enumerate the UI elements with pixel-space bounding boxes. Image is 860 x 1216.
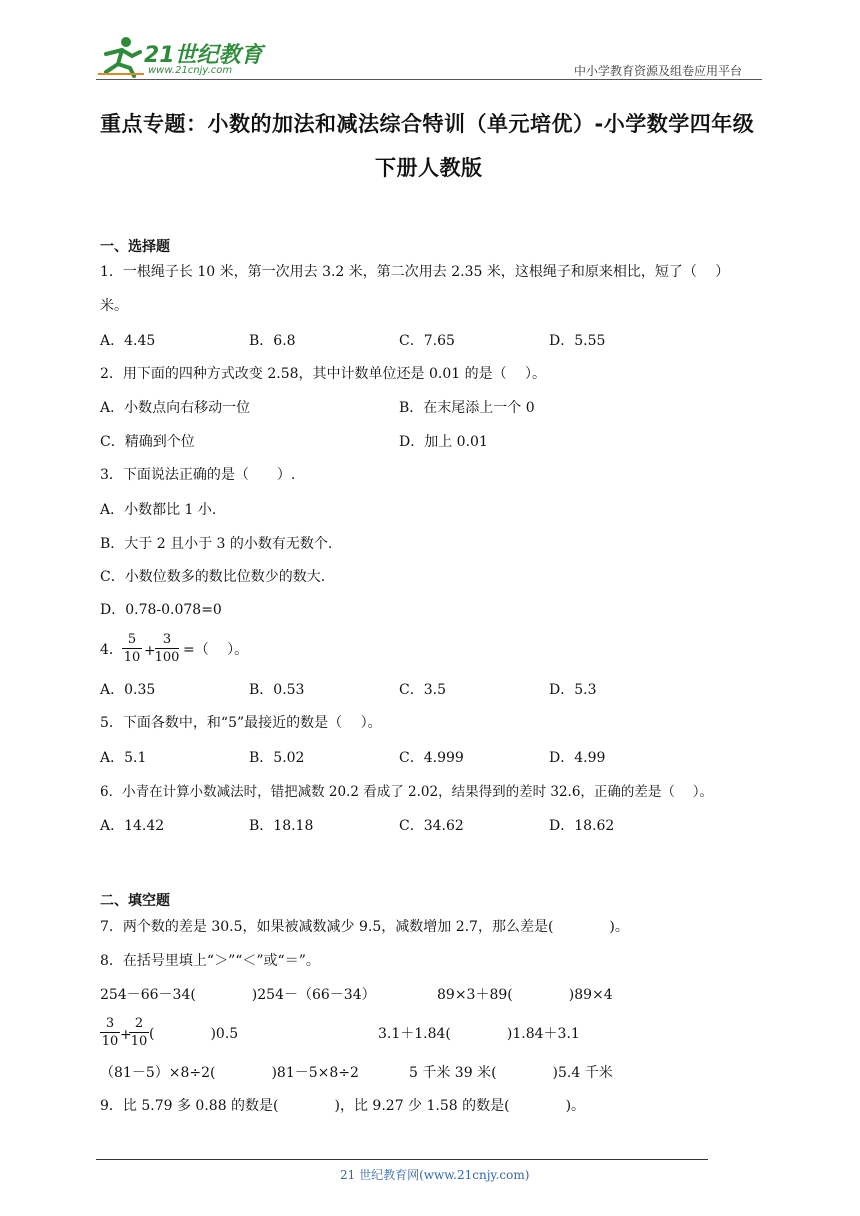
q4-plus: + [144,643,156,659]
q7-stem: 7．两个数的差是 30.5，如果被减数减少 9.5，减数增加 2.7，那么差是( )。 [100,919,629,935]
q5-option-c: C．4.999 [399,750,464,766]
q3-option-a: A．小数都比 1 小. [100,502,217,518]
page-title-line2: 下册人教版 [375,156,483,180]
q1-option-b: B．6.8 [249,333,296,349]
q1-option-c: C．7.65 [399,333,455,349]
fraction-denominator: 10 [101,1034,119,1049]
fraction-denominator: 10 [130,1034,148,1049]
q6-stem: 6．小青在计算小数减法时，错把减数 20.2 看成了 2.02，结果得到的差时 32.6，正确的差是（ ）。 [100,784,713,800]
fraction-bar [129,1032,149,1033]
q8-row3-left: （81－5）×8÷2( )81－5×8÷2 [100,1065,359,1081]
fraction-bar [122,648,142,649]
q8-row1-left: 254－66－34( )254－（66－34） [100,987,376,1003]
q4-option-d: D．5.3 [549,682,597,698]
fraction-denominator: 100 [154,650,180,665]
q6-option-c: C．34.62 [399,818,464,834]
fraction-numerator: 3 [105,1016,115,1031]
fraction-numerator: 3 [162,632,172,647]
q8-row2-left-tail: ( )0.5 [149,1026,239,1042]
q4-tail: =（ ）。 [183,642,249,658]
page-title-line1: 重点专题：小数的加法和减法综合特训（单元培优）-小学数学四年级 [100,112,755,136]
q4-option-a: A．0.35 [100,682,156,698]
q6-option-a: A．14.42 [100,818,165,834]
q1-line1: 1．一根绳子长 10 米，第一次用去 3.2 米，第二次用去 2.35 米，这根绳子和原来相比，短了（ ） [100,264,730,280]
fraction-bar [100,1032,120,1033]
q1-option-a: A．4.45 [100,333,156,349]
q9-stem: 9．比 5.79 多 0.88 的数是( )，比 9.27 少 1.58 的数是( )。 [100,1098,586,1114]
q8-row2-right: 3.1＋1.84( )1.84＋3.1 [378,1026,580,1042]
header-logo [96,34,263,80]
q8-row1-right: 89×3＋89( )89×4 [437,987,613,1003]
q4-fraction-1 [122,632,142,665]
q8-row3-right: 5 千米 39 米( )5.4 千米 [409,1065,613,1081]
q2-option-d: D．加上 0.01 [399,434,488,450]
q1-line2: 米。 [100,298,128,314]
q8-fraction-2 [129,1016,149,1049]
q2-option-b: B．在末尾添上一个 0 [399,400,535,416]
footer-text: 21 世纪教育网(www.21cnjy.com) [340,1168,530,1182]
fraction-denominator: 10 [123,650,141,665]
header-right-text: 中小学教育资源及组卷应用平台 [574,64,743,78]
q3-stem: 3．下面说法正确的是（ ）. [100,467,296,483]
q5-option-a: A．5.1 [100,750,147,766]
runner-logo-icon [96,34,146,78]
logo-subtext: www.21cnjy.com [148,65,233,76]
q1-option-d: D．5.55 [549,333,606,349]
q5-stem: 5．下面各数中，和“5”最接近的数是（ ）。 [100,715,382,731]
section-heading-fill: 二、填空题 [100,893,170,909]
fraction-numerator: 2 [134,1016,144,1031]
fraction-bar [155,648,179,649]
q2-option-a: A．小数点向右移动一位 [100,400,251,416]
q8-fraction-1 [100,1016,120,1049]
q4-option-c: C．3.5 [399,682,446,698]
q8-stem: 8．在括号里填上“＞”“＜”或“＝”。 [100,953,320,969]
section-heading-choice: 一、选择题 [100,239,170,255]
logo-text: 21世纪教育 [144,43,263,68]
q4-option-b: B．0.53 [249,682,305,698]
q4-number: 4． [100,642,123,658]
header-rule [96,79,762,80]
fraction-numerator: 5 [127,632,137,647]
q6-option-b: B．18.18 [249,818,314,834]
q5-option-b: B．5.02 [249,750,305,766]
q4-fraction-2 [155,632,179,665]
q8-plus: + [120,1027,132,1043]
q6-option-d: D．18.62 [549,818,615,834]
q3-option-d: D．0.78-0.078=0 [100,602,222,618]
q3-option-b: B．大于 2 且小于 3 的小数有无数个. [100,536,333,552]
footer-rule [96,1159,708,1160]
q5-option-d: D．4.99 [549,750,606,766]
q3-option-c: C．小数位数多的数比位数少的数大. [100,569,326,585]
q2-option-c: C．精确到个位 [100,434,195,450]
q2-stem: 2．用下面的四种方式改变 2.58，其中计数单位还是 0.01 的是（ ）。 [100,366,547,382]
